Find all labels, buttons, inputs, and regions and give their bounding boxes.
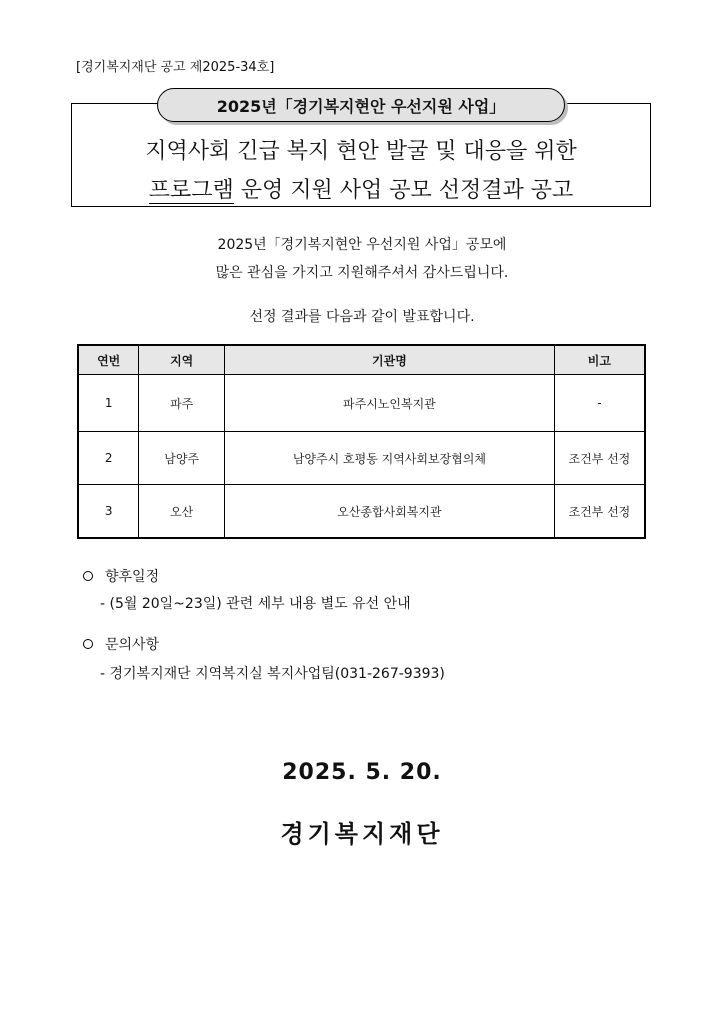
header-note: 비고 bbox=[554, 345, 645, 375]
intro-line-1: 2025년「경기복지현안 우선지원 사업」공모에 bbox=[217, 237, 507, 253]
program-badge: 2025년「경기복지현안 우선지원 사업」 bbox=[157, 88, 565, 122]
section-inquiry bbox=[83, 634, 159, 654]
section-title: 문의사항 bbox=[105, 637, 160, 653]
cell-no: 1 bbox=[78, 375, 139, 432]
cell-org: 오산종합사회복지관 bbox=[225, 485, 555, 539]
organization-name: 경기복지재단 bbox=[280, 820, 444, 848]
cell-no: 3 bbox=[78, 485, 139, 539]
section-title: 향후일정 bbox=[105, 569, 160, 585]
header-org: 기관명 bbox=[225, 345, 555, 375]
circle-bullet-icon bbox=[83, 639, 93, 649]
header-region: 지역 bbox=[139, 345, 225, 375]
section-schedule bbox=[83, 566, 159, 586]
cell-no: 2 bbox=[78, 432, 139, 485]
section-schedule-detail: - (5월 20일~23일) 관련 세부 내용 별도 유선 안내 bbox=[100, 596, 411, 612]
cell-region: 남양주 bbox=[139, 432, 225, 485]
notice-number: [경기복지재단 공고 제2025-34호] bbox=[76, 60, 275, 75]
intro-line-2: 많은 관심을 가지고 지원해주셔서 감사드립니다. bbox=[215, 265, 509, 281]
title-line-2-rest: 운영 지원 사업 공모 선정결과 공고 bbox=[233, 178, 574, 203]
table-row bbox=[78, 432, 645, 485]
circle-bullet-icon bbox=[83, 571, 93, 581]
table-row bbox=[78, 485, 645, 539]
cell-org: 파주시노인복지관 bbox=[225, 375, 555, 432]
title-line-1: 지역사회 긴급 복지 현안 발굴 및 대응을 위한 bbox=[145, 139, 577, 164]
cell-note: 조건부 선정 bbox=[554, 432, 645, 485]
cell-org: 남양주시 호평동 지역사회보장협의체 bbox=[225, 432, 555, 485]
cell-note: 조건부 선정 bbox=[554, 485, 645, 539]
cell-note: - bbox=[554, 375, 645, 432]
result-table bbox=[77, 344, 646, 539]
table-row bbox=[78, 375, 645, 432]
title-underlined-word: 프로그램 bbox=[148, 178, 234, 203]
table-header-row bbox=[78, 345, 645, 375]
header-no: 연번 bbox=[78, 345, 139, 375]
cell-region: 오산 bbox=[139, 485, 225, 539]
section-inquiry-detail: - 경기복지재단 지역복지실 복지사업팀(031-267-9393) bbox=[100, 666, 445, 682]
intro-line-3: 선정 결과를 다음과 같이 발표합니다. bbox=[249, 309, 475, 325]
announcement-date: 2025. 5. 20. bbox=[282, 760, 442, 785]
title-line-2 bbox=[71, 173, 651, 204]
cell-region: 파주 bbox=[139, 375, 225, 432]
